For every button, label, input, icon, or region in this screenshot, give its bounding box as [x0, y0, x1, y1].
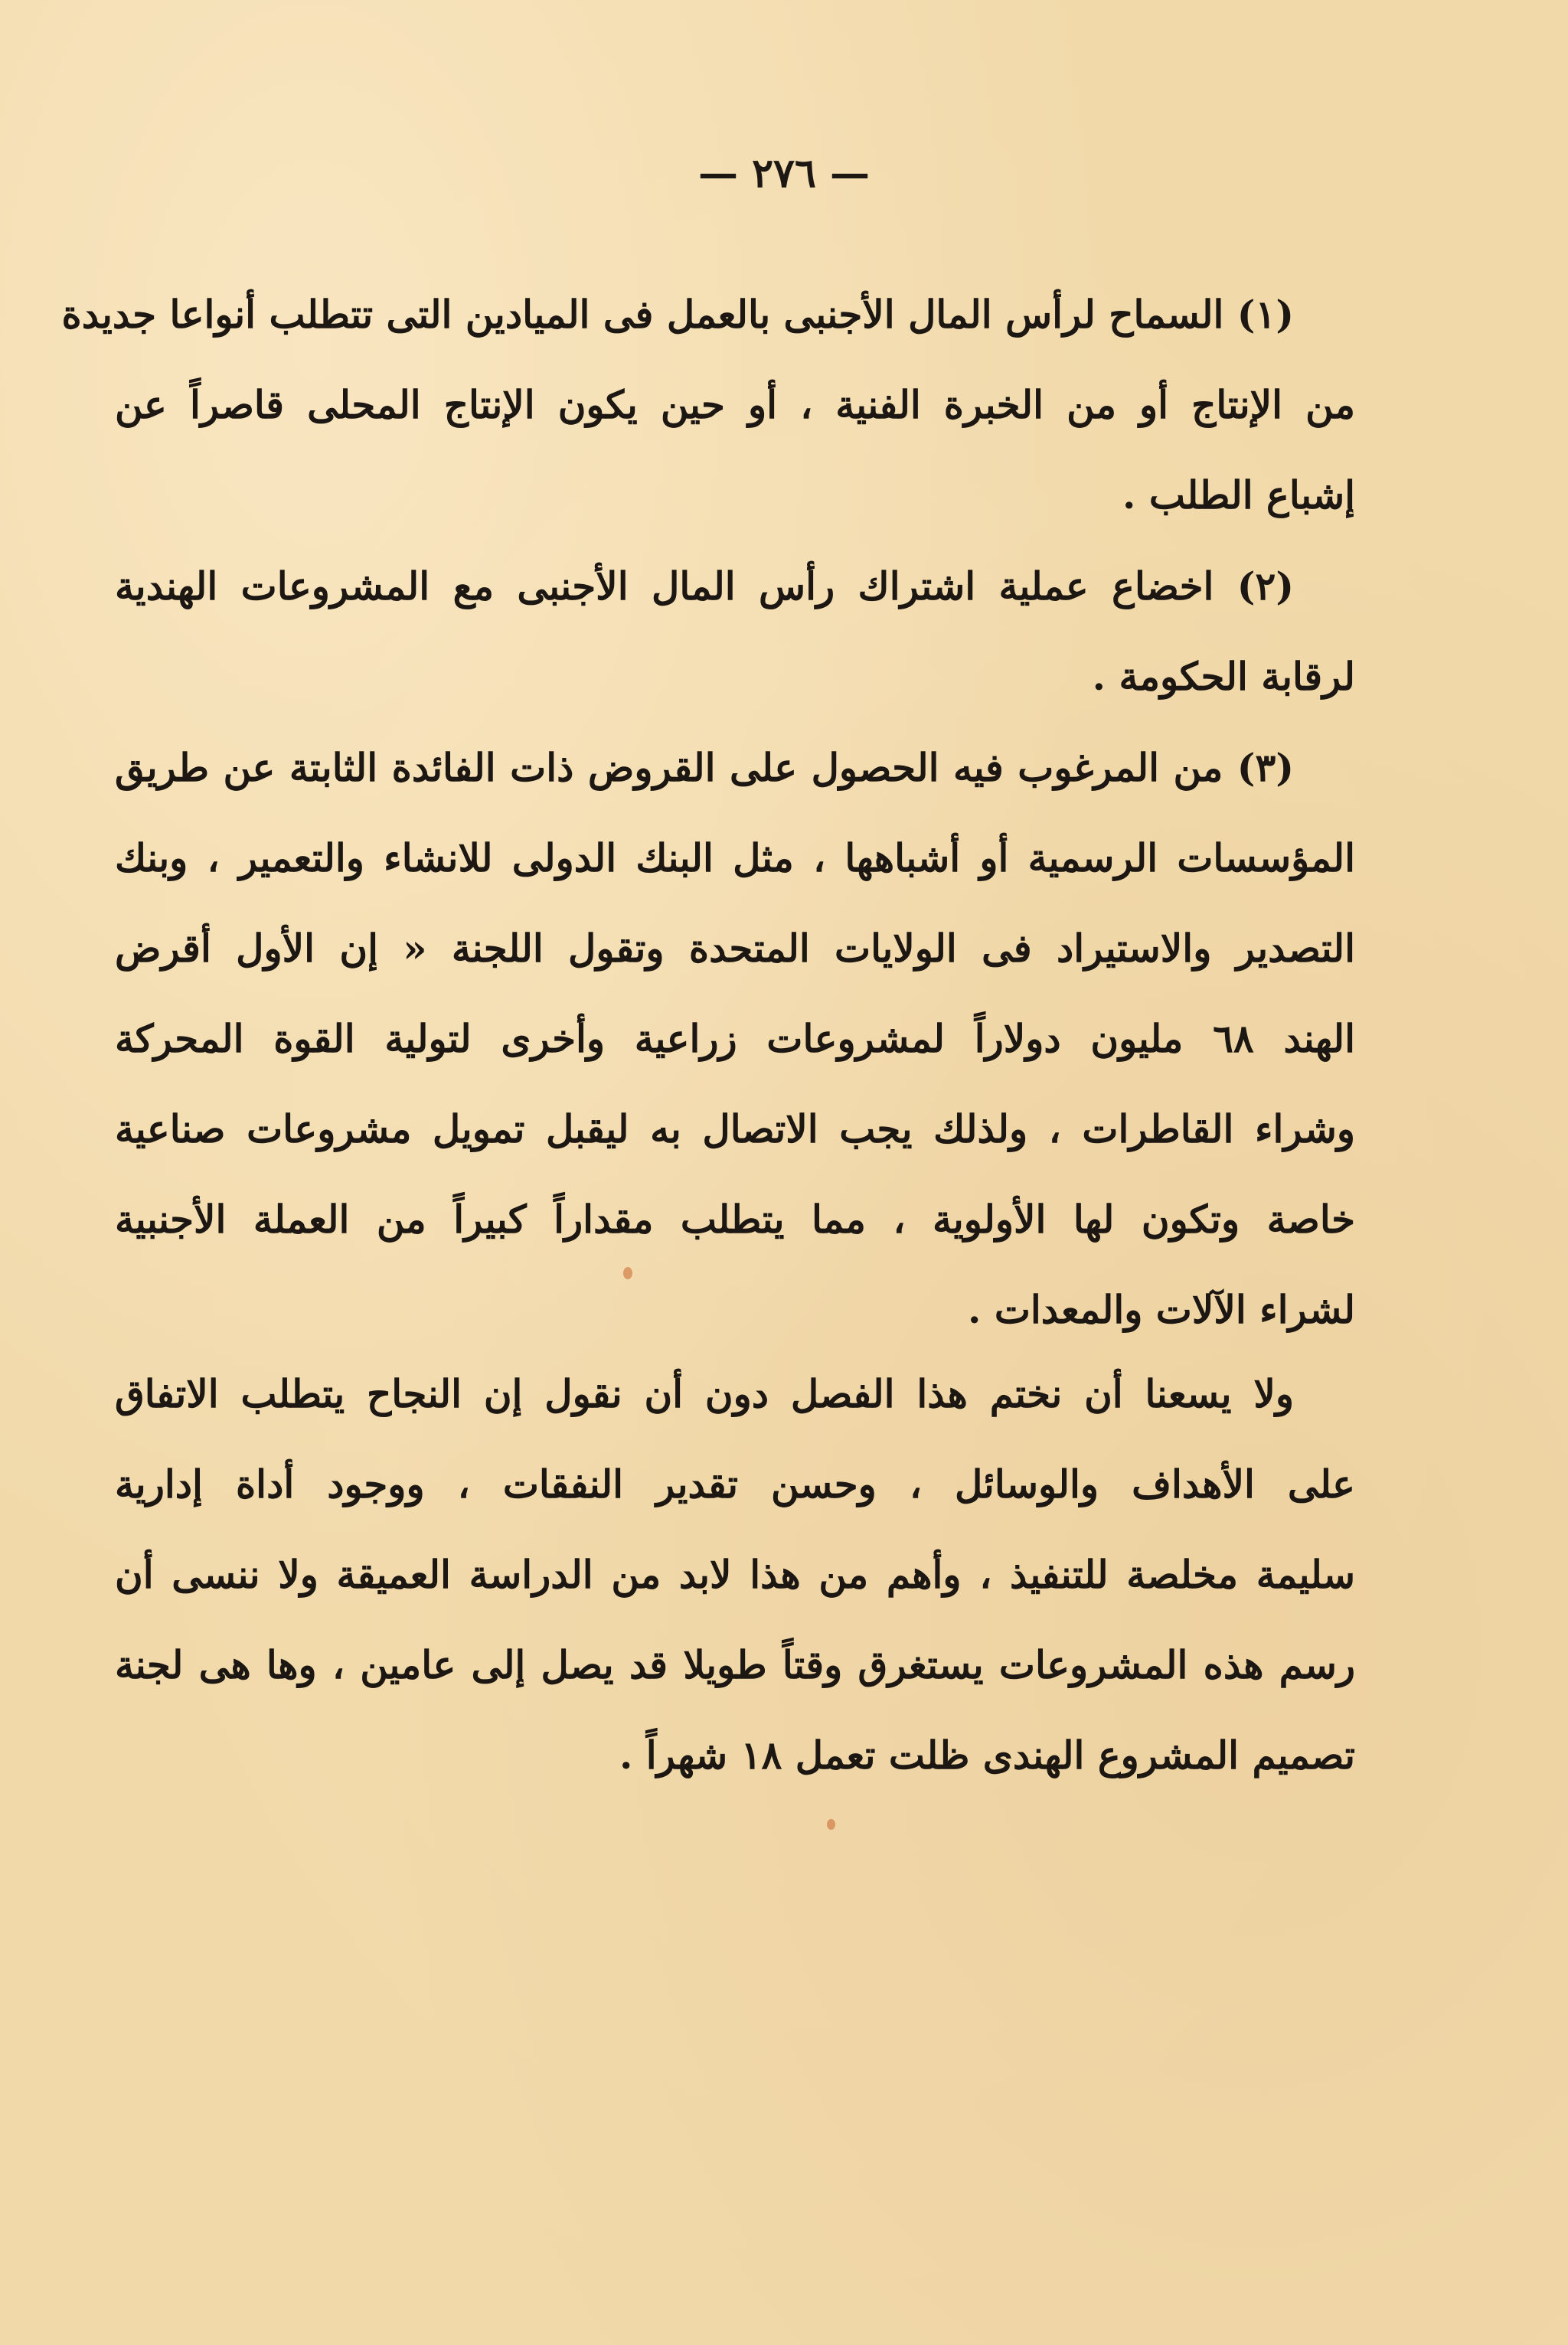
text-line: إشباع الطلب . — [1122, 472, 1355, 518]
text-line: المؤسسات الرسمية أو أشباهها ، مثل البنك الدولى للانشاء والتعمير ، وبنك — [115, 835, 1355, 880]
text-line: من الإنتاج أو من الخبرة الفنية ، أو حين يكون الإنتاج المحلى قاصراً عن — [115, 382, 1355, 427]
text-line: تصميم المشروع الهندى ظلت تعمل ١٨ شهراً . — [619, 1733, 1355, 1778]
page-number: — ٢٧٦ — — [697, 150, 870, 197]
text-line: (١) السماح لرأس المال الأجنبى بالعمل فى الميادين التى تتطلب أنواعا جديدة — [61, 292, 1294, 337]
text-line: رسم هذه المشروعات يستغرق وقتاً طويلا قد يصل إلى عامين ، وها هى لجنة — [115, 1642, 1355, 1687]
text-line: لرقابة الحكومة . — [1092, 654, 1355, 699]
closing-paragraph — [115, 1349, 1355, 1801]
text-line: (٣) من المرغوب فيه الحصول على القروض ذات الفائدة الثابتة عن طريق — [115, 745, 1294, 790]
text-line: وشراء القاطرات ، ولذلك يجب الاتصال به ليقبل تمويل مشروعات صناعية — [115, 1106, 1355, 1151]
text-line: خاصة وتكون لها الأولوية ، مما يتطلب مقداراً كبيراً من العملة الأجنبية — [115, 1197, 1355, 1242]
paper-stain — [827, 1819, 835, 1830]
list-item-2 — [115, 541, 1355, 722]
paper-stain — [623, 1267, 632, 1279]
text-line: التصدير والاستيراد فى الولايات المتحدة وتقول اللجنة « إن الأول أقرض — [115, 926, 1355, 971]
list-item-3 — [115, 723, 1355, 1355]
text-line: سليمة مخلصة للتنفيذ ، وأهم من هذا لابد من الدراسة العميقة ولا ننسى أن — [115, 1552, 1355, 1597]
text-line: (٢) اخضاع عملية اشتراك رأس المال الأجنبى مع المشروعات الهندية — [115, 563, 1295, 609]
text-line: ولا يسعنا أن نختم هذا الفصل دون أن نقول إن النجاح يتطلب الاتفاق — [115, 1371, 1294, 1416]
list-item-1 — [61, 269, 1355, 541]
text-line: الهند ٦٨ مليون دولاراً لمشروعات زراعية وأخرى لتولية القوة المحركة — [115, 1016, 1355, 1061]
text-line: على الأهداف والوسائل ، وحسن تقدير النفقات ، ووجود أداة إدارية — [115, 1462, 1355, 1507]
text-line: لشراء الآلات والمعدات . — [968, 1287, 1355, 1332]
